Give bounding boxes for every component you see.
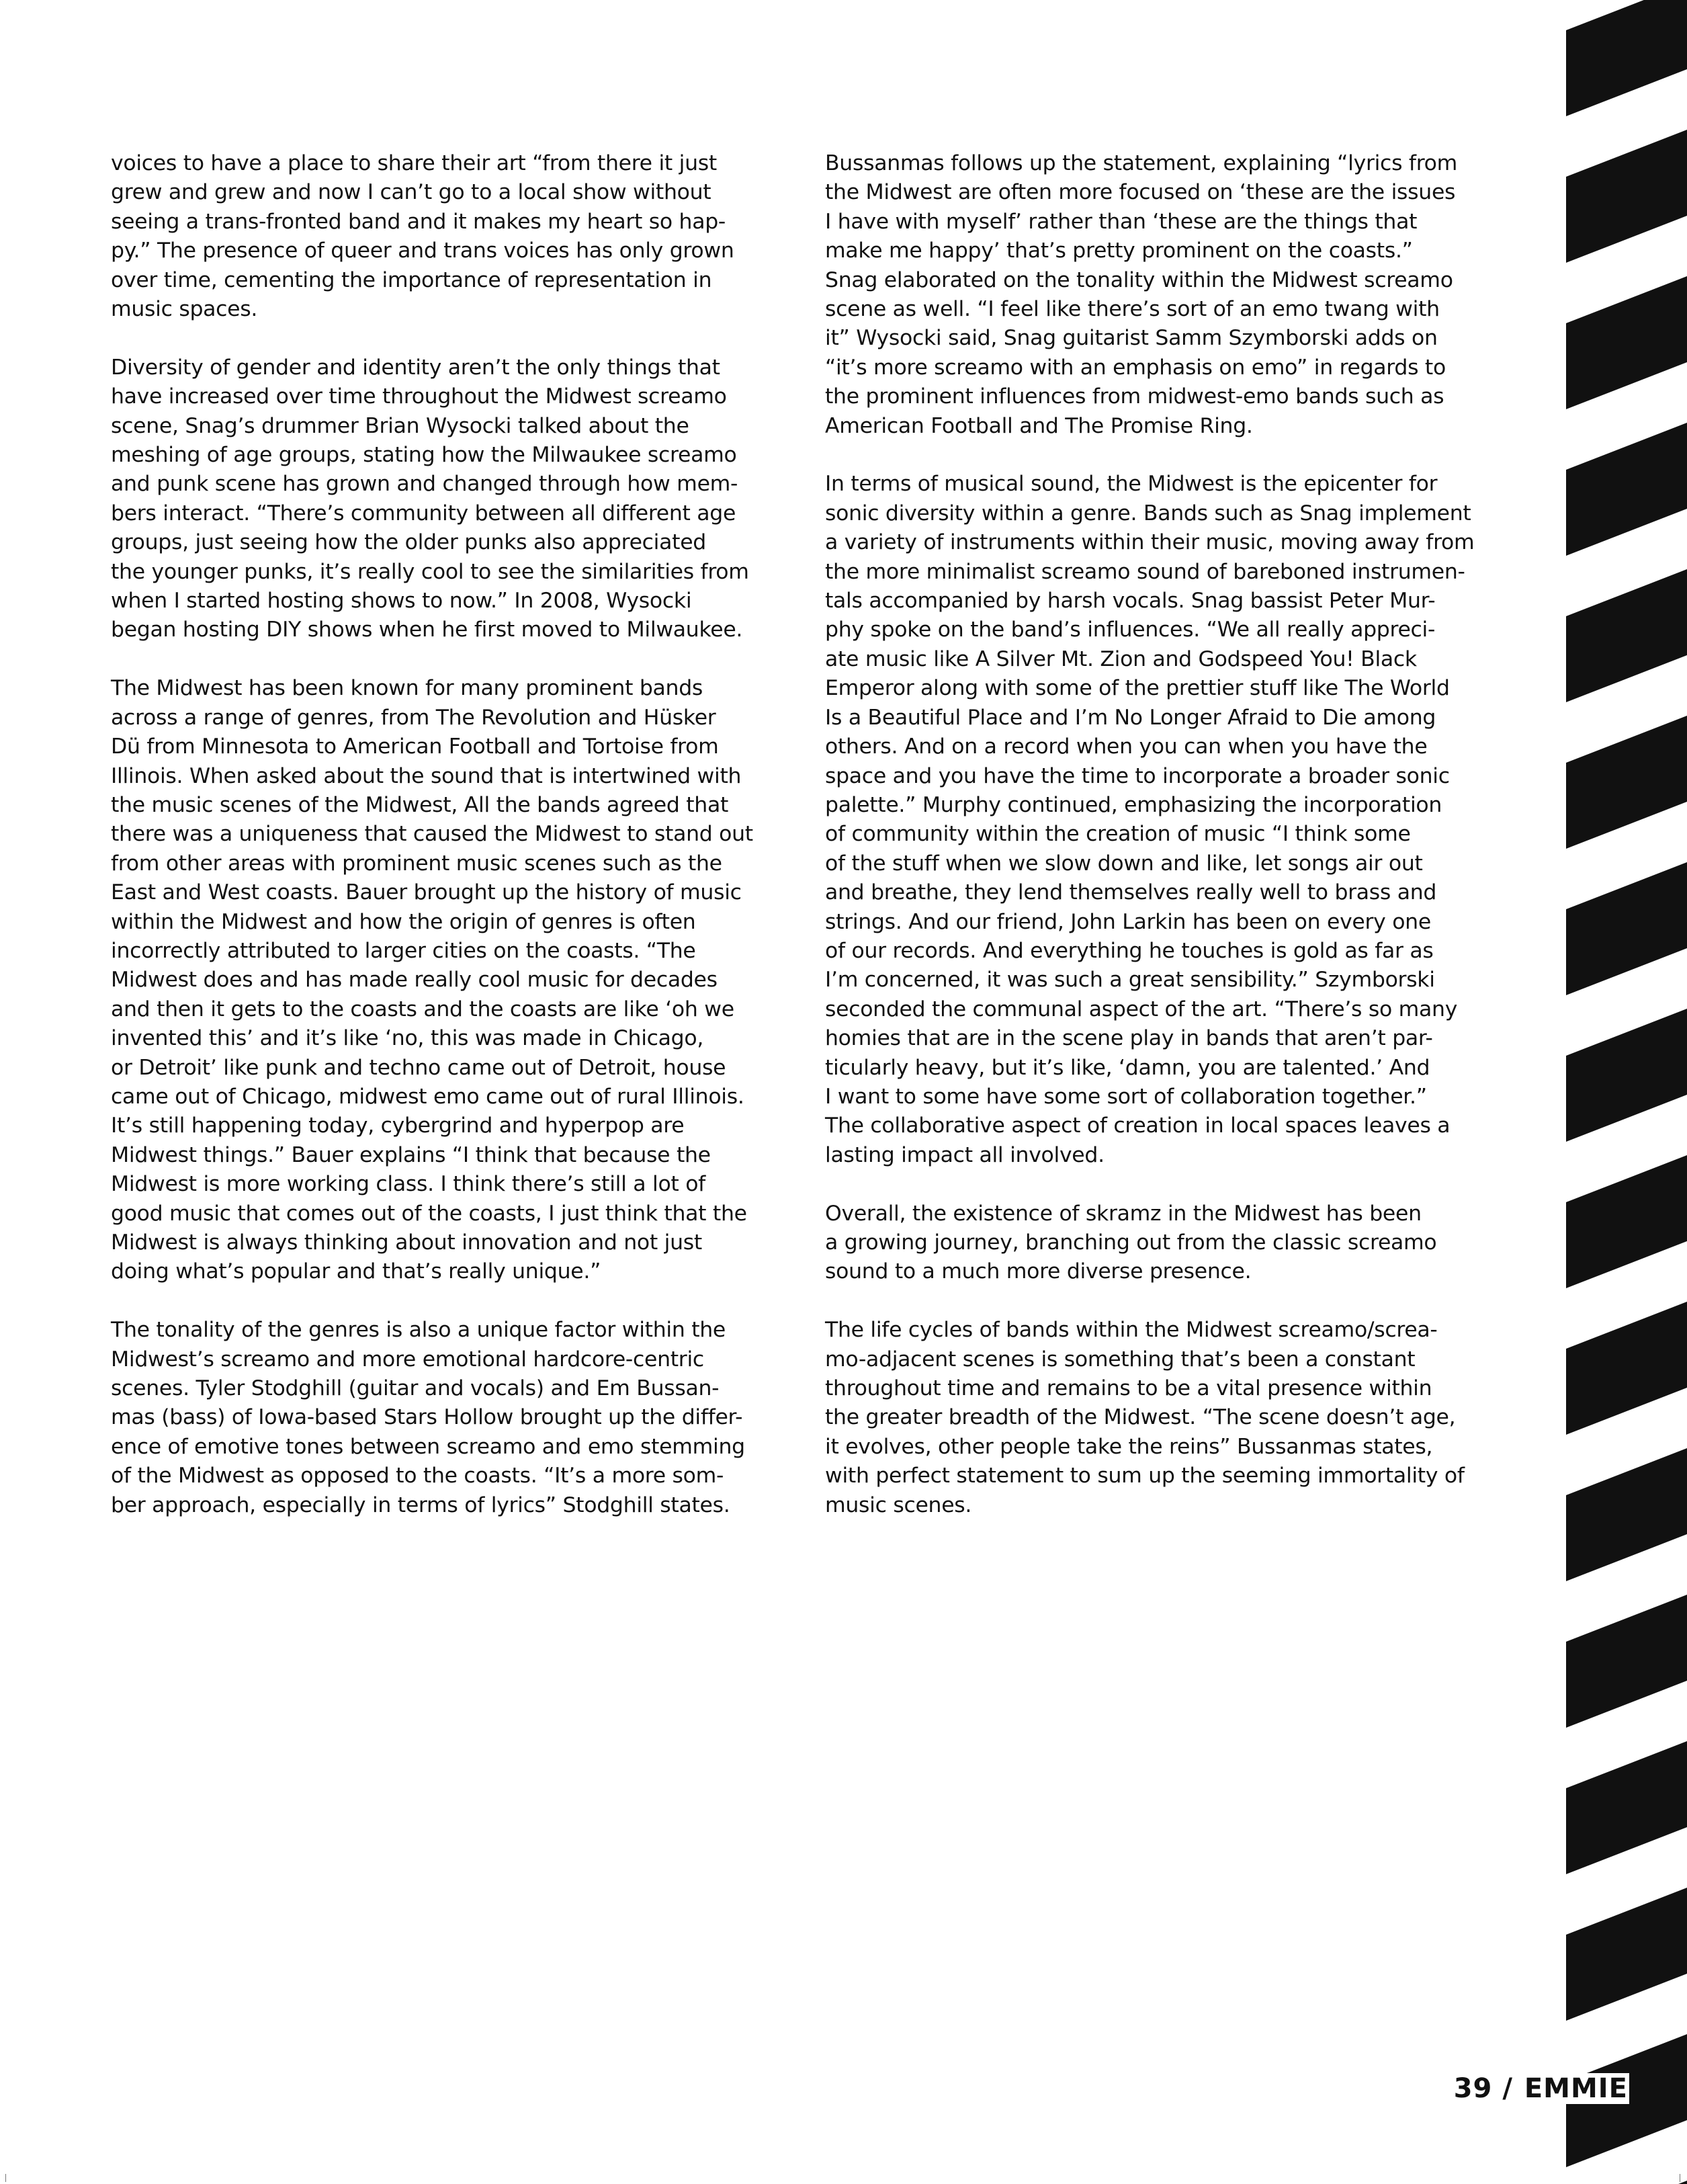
stripe-band [1566, 1155, 1687, 1288]
text-line: It’s still happening today, cybergrind and hyperpop are [111, 1114, 685, 1138]
text-line: strings. And our friend, John Larkin has been on every one [825, 909, 1431, 934]
crop-mark [5, 2174, 6, 2182]
text-line: The tonality of the genres is also a unique factor within the [111, 1318, 726, 1343]
text-line: groups, just seeing how the older punks also appreciated [111, 530, 706, 555]
text-line: the music scenes of the Midwest, All the bands agreed that [111, 792, 729, 817]
text-line: the greater breadth of the Midwest. “The scene doesn’t age, [825, 1405, 1456, 1430]
text-line: American Football and The Promise Ring. [825, 413, 1253, 438]
text-line: I want to some have some sort of collaboration together.” [825, 1084, 1427, 1109]
stripe-band [1566, 1009, 1687, 1142]
text-line: Midwest is always thinking about innovation and not just [111, 1230, 702, 1255]
text-line: began hosting DIY shows when he first moved to Milwaukee. [111, 618, 743, 642]
text-line: of community within the creation of music “I think some [825, 822, 1411, 847]
text-line: voices to have a place to share their art “from there it just [111, 151, 717, 175]
diagonal-stripe-border [1566, 0, 1687, 2184]
text-line: Dü from Minnesota to American Football and Tortoise from [111, 734, 719, 759]
text-line: The life cycles of bands within the Midwest screamo/screa- [825, 1318, 1438, 1343]
right-text-column [825, 149, 1504, 1549]
stripe-band [1566, 716, 1687, 849]
text-line: I have with myself’ rather than ‘these are the things that [825, 209, 1418, 234]
text-line: The Midwest has been known for many prominent bands [111, 676, 703, 701]
paragraph [111, 353, 789, 645]
text-line: mas (bass) of Iowa-based Stars Hollow brought up the differ- [111, 1405, 743, 1430]
text-line: Is a Beautiful Place and I’m No Longer Afraid to Die among [825, 705, 1436, 730]
text-line: Midwest does and has made really cool music for decades [111, 968, 718, 993]
footer-separator: / [1502, 2073, 1513, 2104]
text-line: In terms of musical sound, the Midwest is the epicenter for [825, 472, 1438, 497]
left-text-column [111, 149, 789, 1549]
text-line: sonic diversity within a genre. Bands such as Snag implement [825, 501, 1471, 526]
text-line: seconded the communal aspect of the art. “There’s so many [825, 997, 1458, 1021]
text-line: ence of emotive tones between screamo and emo stemming [111, 1434, 745, 1459]
text-line: the Midwest are often more focused on ‘these are the issues [825, 180, 1456, 205]
text-line: ber approach, especially in terms of lyrics” Stodghill states. [111, 1493, 730, 1517]
text-line: homies that are in the scene play in bands that aren’t par- [825, 1026, 1433, 1051]
paragraph [825, 1316, 1504, 1520]
text-line: space and you have the time to incorporate a broader sonic [825, 763, 1450, 788]
stripe-band [1566, 2181, 1687, 2184]
text-line: music scenes. [825, 1493, 972, 1517]
stripe-band [1566, 1741, 1687, 1874]
text-line: invented this’ and it’s like ‘no, this was made in Chicago, [111, 1026, 704, 1051]
text-line: East and West coasts. Bauer brought up the history of music [111, 880, 742, 905]
text-line: of our records. And everything he touches is gold as far as [825, 938, 1434, 963]
text-line: scene as well. “I feel like there’s sort of an emo twang with [825, 297, 1440, 322]
text-line: and breathe, they lend themselves really well to brass and [825, 880, 1437, 905]
text-line: py.” The presence of queer and trans voices has only grown [111, 239, 734, 263]
text-line: have increased over time throughout the Midwest screamo [111, 384, 727, 409]
paragraph [111, 149, 789, 324]
text-line: The collaborative aspect of creation in local spaces leaves a [825, 1114, 1451, 1138]
text-line: tals accompanied by harsh vocals. Snag bassist Peter Mur- [825, 589, 1436, 614]
paragraph [111, 1316, 789, 1520]
text-line: good music that comes out of the coasts, I just think that the [111, 1201, 747, 1226]
paragraph [825, 1200, 1504, 1287]
text-line: Diversity of gender and identity aren’t the only things that [111, 355, 720, 380]
stripe-band [1566, 423, 1687, 556]
text-line: over time, cementing the importance of representation in [111, 267, 712, 292]
text-line: scene, Snag’s drummer Brian Wysocki talked about the [111, 413, 689, 438]
text-line: when I started hosting shows to now.” In 2008, Wysocki [111, 589, 692, 614]
stripe-band [1566, 1302, 1687, 1435]
text-line: I’m concerned, it was such a great sensibility.” Szymborski [825, 968, 1435, 993]
publication-name: EMMIE [1524, 2073, 1628, 2104]
text-line: Midwest things.” Bauer explains “I think that because the [111, 1142, 711, 1167]
stripe-band [1566, 1888, 1687, 2021]
text-line: Midwest is more working class. I think there’s still a lot of [111, 1172, 705, 1197]
stripe-band [1566, 130, 1687, 263]
text-line: with perfect statement to sum up the seeming immortality of [825, 1464, 1465, 1488]
text-line: ate music like A Silver Mt. Zion and Godspeed You! Black [825, 646, 1417, 671]
text-line: the prominent influences from midwest-emo bands such as [825, 384, 1444, 409]
text-line: lasting impact all involved. [825, 1142, 1105, 1167]
text-line: Illinois. When asked about the sound that is intertwined with [111, 763, 742, 788]
stripe-band [1566, 862, 1687, 995]
stripe-band [1566, 276, 1687, 409]
text-line: ticularly heavy, but it’s like, ‘damn, you are talented.’ And [825, 1055, 1430, 1080]
text-line: doing what’s popular and that’s really unique.” [111, 1259, 601, 1284]
text-line: make me happy’ that’s pretty prominent on the coasts.” [825, 239, 1413, 263]
stripe-band [1566, 0, 1687, 116]
text-line: throughout time and remains to be a vital presence within [825, 1376, 1432, 1401]
text-line: incorrectly attributed to larger cities on the coasts. “The [111, 938, 696, 963]
text-line: “it’s more screamo with an emphasis on emo” in regards to [825, 355, 1446, 380]
text-line: Emperor along with some of the prettier stuff like The World [825, 676, 1450, 701]
stripe-band [1566, 569, 1687, 702]
text-line: a variety of instruments within their music, moving away from [825, 530, 1475, 555]
text-line: bers interact. “There’s community between all different age [111, 501, 736, 526]
text-line: from other areas with prominent music scenes such as the [111, 851, 722, 876]
text-line: mo-adjacent scenes is something that’s been a constant [825, 1347, 1416, 1372]
text-line: of the Midwest as opposed to the coasts. “It’s a more som- [111, 1464, 724, 1488]
text-line: Midwest’s screamo and more emotional hardcore-centric [111, 1347, 704, 1372]
paragraph [825, 149, 1504, 441]
text-line: scenes. Tyler Stodghill (guitar and vocals) and Em Bussan- [111, 1376, 720, 1401]
text-line: it” Wysocki said, Snag guitarist Samm Szymborski adds on [825, 326, 1438, 351]
text-line: Snag elaborated on the tonality within the Midwest screamo [825, 267, 1453, 292]
text-line: of the stuff when we slow down and like, let songs air out [825, 851, 1423, 876]
text-line: others. And on a record when you can when you have the [825, 734, 1428, 759]
paragraph [111, 674, 789, 1287]
text-line: the younger punks, it’s really cool to see the similarities from [111, 559, 749, 584]
text-line: and punk scene has grown and changed through how mem- [111, 472, 738, 497]
paragraph [825, 470, 1504, 1170]
text-line: palette.” Murphy continued, emphasizing the incorporation [825, 792, 1442, 817]
text-line: within the Midwest and how the origin of genres is often [111, 909, 696, 934]
text-line: across a range of genres, from The Revolution and Hüsker [111, 705, 716, 730]
text-line: or Detroit’ like punk and techno came out of Detroit, house [111, 1055, 726, 1080]
stripe-band [1566, 1595, 1687, 1728]
text-line: meshing of age groups, stating how the Milwaukee screamo [111, 443, 737, 468]
page-number: 39 [1453, 2073, 1493, 2104]
text-line: Bussanmas follows up the statement, explaining “lyrics from [825, 151, 1458, 175]
text-line: it evolves, other people take the reins” Bussanmas states, [825, 1434, 1433, 1459]
text-line: sound to a much more diverse presence. [825, 1259, 1252, 1284]
page-footer [1454, 2073, 1629, 2104]
text-line: phy spoke on the band’s influences. “We all really appreci- [825, 618, 1436, 642]
text-line: seeing a trans-fronted band and it makes my heart so hap- [111, 209, 726, 234]
text-line: came out of Chicago, midwest emo came out of rural Illinois. [111, 1084, 744, 1109]
text-line: grew and grew and now I can’t go to a local show without [111, 180, 711, 205]
text-line: the more minimalist screamo sound of bareboned instrumen- [825, 559, 1465, 584]
text-line: a growing journey, branching out from the classic screamo [825, 1230, 1437, 1255]
text-line: there was a uniqueness that caused the Midwest to stand out [111, 822, 753, 847]
stripe-band [1566, 1448, 1687, 1581]
text-line: music spaces. [111, 297, 258, 322]
text-line: Overall, the existence of skramz in the Midwest has been [825, 1201, 1422, 1226]
text-line: and then it gets to the coasts and the coasts are like ‘oh we [111, 997, 734, 1021]
